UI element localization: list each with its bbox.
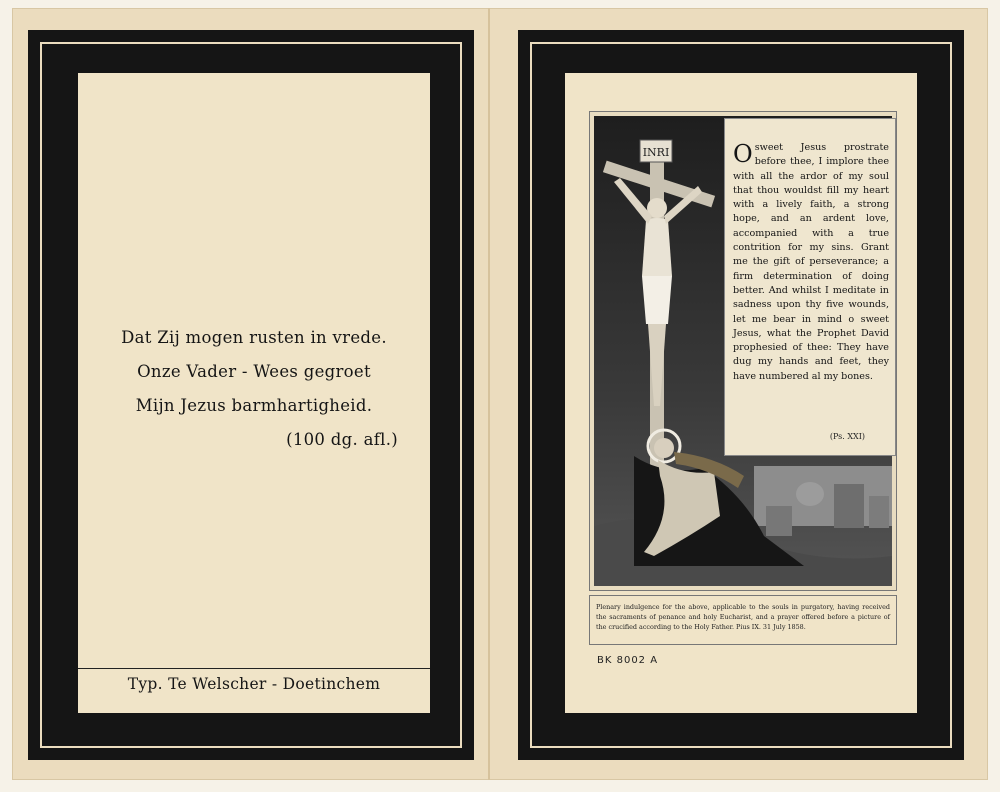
prayer-dropcap: O	[733, 140, 753, 168]
inri-sign: INRI	[642, 146, 670, 159]
divider	[78, 668, 430, 669]
indulgence-text: Plenary indulgence for the above, applicable to the souls in purgatory, having received the sacraments of penance and holy Eucharist, and a prayer offered before a picture of the crucified according to the Holy Father. Pius IX. 31 July 1858.	[596, 603, 890, 631]
left-panel	[28, 30, 474, 760]
psalm-reference: (Ps. XXI)	[829, 432, 865, 441]
printer-credit: Typ. Te Welscher - Doetinchem	[127, 675, 381, 693]
prayer-line-rest: Dat Zij mogen rusten in vrede.	[121, 328, 387, 347]
indulgence-box	[589, 595, 897, 645]
catalog-code: BK 8002 A	[597, 655, 659, 666]
indulgence-days: (100 dg. afl.)	[286, 430, 398, 449]
prayer-body: sweet Jesus prostrate before thee, I implore thee with all the ardor of my soul that thou wouldst fill my heart with a lively faith, a strong hope, and an ardent love, accompanied with a true contrition for my sins. Grant me the gift of perseverance; a firm determination of doing better. And whilst I meditate in sadness upon thy five wounds, let me bear in mind o sweet Jesus, what the Prophet David prophesied of thee: They have dug my hands and feet, they have numbered al my bones.	[733, 142, 889, 382]
card-fold	[488, 8, 490, 780]
prayer-line-our-father: Onze Vader - Wees gegroet	[137, 362, 371, 381]
right-paper	[565, 73, 917, 713]
right-panel	[518, 30, 964, 760]
prayer-scroll	[724, 118, 896, 456]
prayer-line-mercy: Mijn Jezus barmhartigheid.	[135, 396, 373, 415]
devotional-image-frame	[589, 111, 897, 591]
left-paper	[78, 73, 430, 713]
prayer-text	[733, 141, 889, 384]
